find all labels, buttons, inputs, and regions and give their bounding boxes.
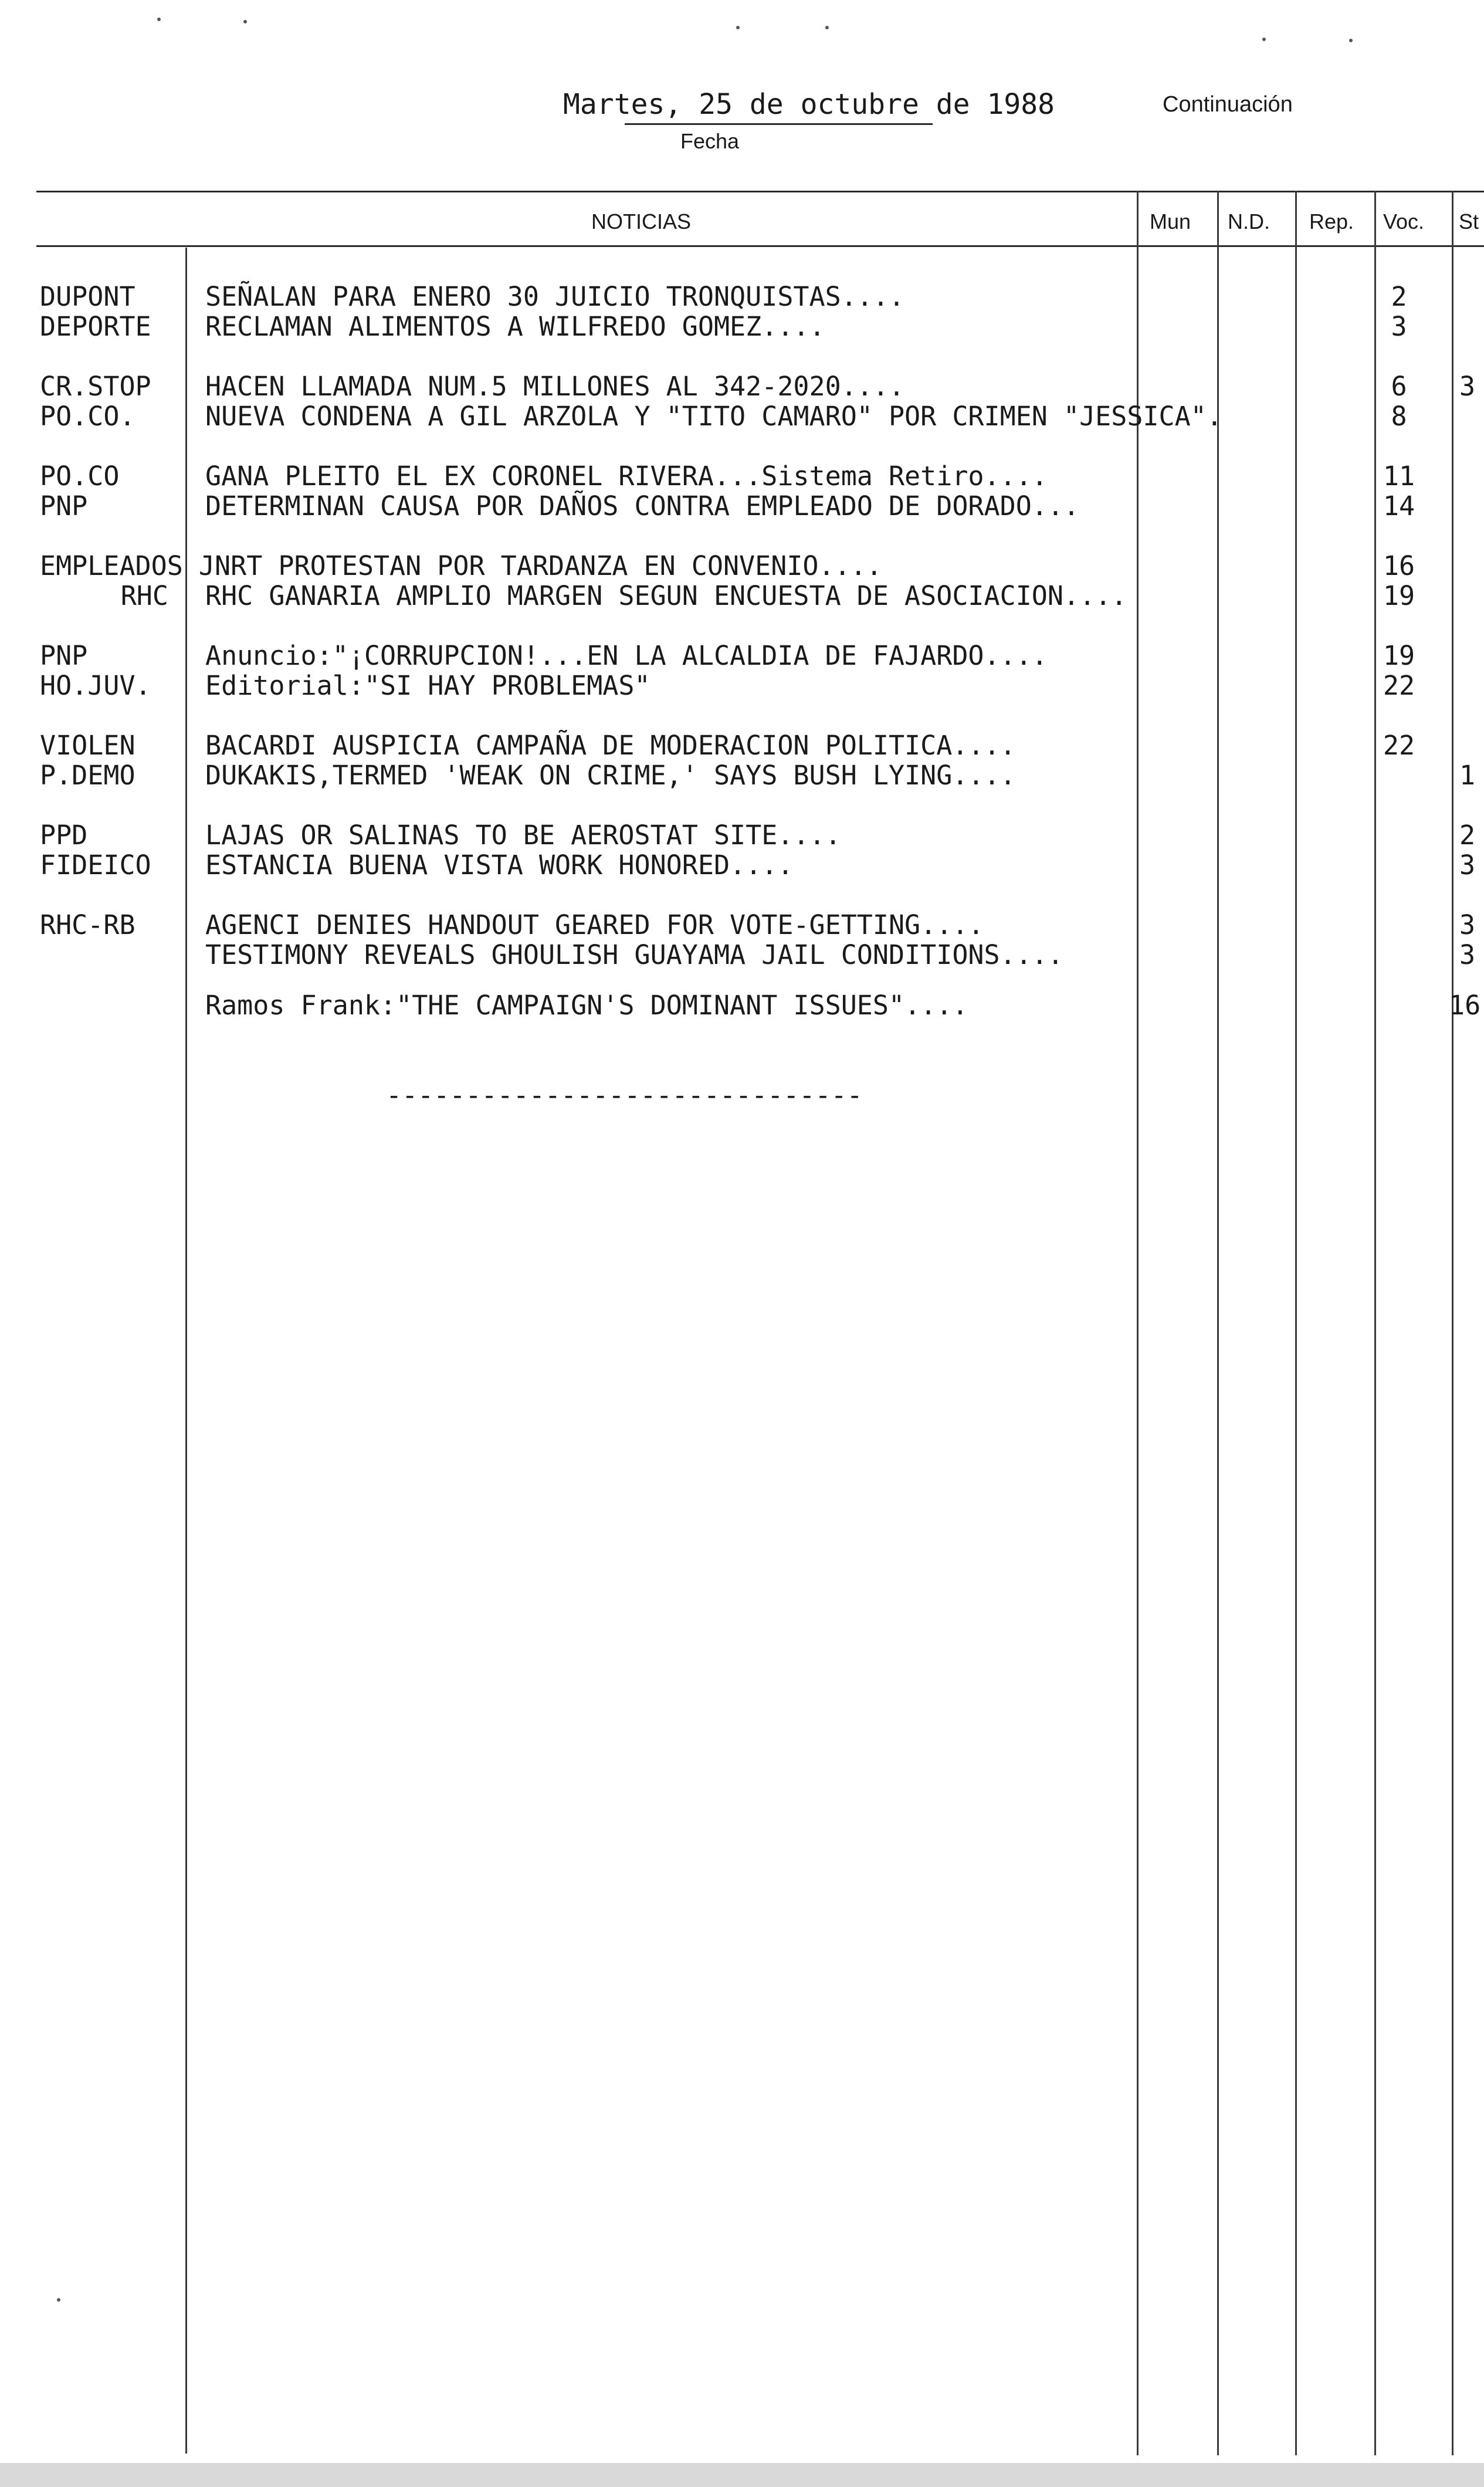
st-column-divider-left [1452, 191, 1453, 2455]
voc-page: 22 [1383, 670, 1415, 701]
table-row [0, 581, 1484, 611]
news-headline: RHC GANARIA AMPLIO MARGEN SEGUN ENCUESTA DE ASOCIACION.... [205, 580, 1127, 611]
section-code: VIOLEN [40, 730, 135, 761]
news-headline: LAJAS OR SALINAS TO BE AEROSTAT SITE.... [205, 820, 841, 851]
table-row [0, 820, 1484, 850]
st-page: 1 [1459, 760, 1476, 791]
table-header-rule [36, 245, 1484, 247]
scan-bottom-edge [0, 2463, 1484, 2487]
voc-page: 8 [1391, 401, 1407, 432]
news-headline: DETERMINAN CAUSA POR DAÑOS CONTRA EMPLEADO DE DORADO... [205, 490, 1080, 522]
table-row [0, 461, 1484, 491]
date-line: Martes, 25 de octubre de 1988 [563, 88, 1055, 121]
table-row [0, 940, 1484, 970]
section-code: DEPORTE [40, 311, 151, 342]
scan-speck [157, 18, 161, 21]
voc-page: 16 [1383, 550, 1415, 581]
column-header-voc: Voc. [1383, 209, 1425, 234]
table-row [0, 282, 1484, 312]
voc-column-divider-left [1374, 191, 1376, 2455]
table-row [0, 551, 1484, 581]
table-row [0, 671, 1484, 701]
section-code: PO.CO. [40, 401, 135, 432]
voc-page: 19 [1383, 640, 1415, 671]
voc-page: 3 [1391, 311, 1407, 342]
column-header-rep: Rep. [1309, 209, 1354, 234]
news-headline: Editorial:"SI HAY PROBLEMAS" [205, 670, 650, 701]
table-top-rule [36, 191, 1484, 192]
voc-page: 19 [1383, 580, 1415, 611]
news-headline: Anuncio:"¡CORRUPCION!...EN LA ALCALDIA DE FAJARDO.... [205, 640, 1048, 671]
news-headline: DUKAKIS,TERMED 'WEAK ON CRIME,' SAYS BUSH LYING.... [205, 760, 1016, 791]
column-header-nd: N.D. [1228, 209, 1270, 234]
news-headline: SEÑALAN PARA ENERO 30 JUICIO TRONQUISTAS.... [205, 281, 905, 312]
column-header-noticias: NOTICIAS [591, 209, 692, 234]
section-code: CR.STOP [40, 371, 151, 402]
news-headline: GANA PLEITO EL EX CORONEL RIVERA...Sistema Retiro.... [205, 461, 1048, 492]
news-headline: NUEVA CONDENA A GIL ARZOLA Y "TITO CAMARO" POR CRIMEN "JESSICA". [205, 401, 1222, 432]
scan-speck [57, 2298, 60, 2302]
section-code: PNP [40, 640, 88, 671]
date-label: Fecha [680, 129, 740, 153]
news-headline: Ramos Frank:"THE CAMPAIGN'S DOMINANT ISSUES".... [205, 990, 968, 1021]
section-code: P.DEMO [40, 760, 135, 791]
table-row [0, 491, 1484, 521]
continuation-label: Continuación [1163, 92, 1293, 117]
st-page: 2 [1459, 820, 1476, 851]
scan-speck [1262, 38, 1266, 41]
st-page: 3 [1459, 939, 1476, 970]
voc-page: 2 [1391, 281, 1407, 312]
news-headline: ESTANCIA BUENA VISTA WORK HONORED.... [205, 850, 794, 881]
section-code: FIDEICO [40, 850, 151, 881]
section-code: EMPLEADOS JNRT PROTESTAN POR TARDANZA EN CONVENIO.... [40, 550, 882, 581]
news-headline: RECLAMAN ALIMENTOS A WILFREDO GOMEZ.... [205, 311, 825, 342]
news-headline: TESTIMONY REVEALS GHOULISH GUAYAMA JAIL CONDITIONS.... [205, 939, 1063, 970]
section-code: PPD [40, 820, 88, 851]
table-row [0, 850, 1484, 880]
voc-page: 14 [1383, 490, 1415, 522]
section-code: DUPONT [40, 281, 135, 312]
section-code: PNP [40, 490, 88, 522]
section-code: PO.CO [40, 461, 120, 492]
scan-speck [243, 20, 247, 23]
mun-column-divider-left [1137, 191, 1139, 2455]
section-code: HO.JUV. [40, 670, 151, 701]
table-row [0, 641, 1484, 671]
news-headline: BACARDI AUSPICIA CAMPAÑA DE MODERACION POLITICA.... [205, 730, 1016, 761]
voc-page: 11 [1383, 461, 1415, 492]
table-row [0, 910, 1484, 940]
st-page: 16 [1449, 990, 1481, 1021]
column-header-mun: Mun [1150, 209, 1191, 234]
table-row [0, 312, 1484, 341]
section-code: RHC-RB [40, 909, 135, 940]
end-of-list-rule: ------------------------------ [386, 1080, 863, 1111]
news-headline: HACEN LLAMADA NUM.5 MILLONES AL 342-2020.... [205, 371, 905, 402]
scan-speck [1349, 39, 1353, 42]
table-row [0, 730, 1484, 760]
st-page: 3 [1459, 371, 1476, 402]
column-header-st: St [1459, 209, 1479, 234]
st-page: 3 [1459, 909, 1476, 940]
scan-speck [736, 26, 740, 29]
rep-column-divider-left [1295, 191, 1297, 2455]
table-row [0, 760, 1484, 790]
table-row [0, 371, 1484, 401]
scan-speck [825, 26, 829, 29]
voc-page: 22 [1383, 730, 1415, 761]
st-page: 3 [1459, 850, 1476, 881]
date-underline [625, 123, 933, 125]
section-code: RHC [120, 580, 168, 611]
voc-page: 6 [1391, 371, 1407, 402]
table-row [0, 401, 1484, 431]
nd-column-divider-left [1217, 191, 1219, 2455]
news-headline: AGENCI DENIES HANDOUT GEARED FOR VOTE-GETTING.... [205, 909, 984, 940]
table-row [0, 990, 1484, 1020]
